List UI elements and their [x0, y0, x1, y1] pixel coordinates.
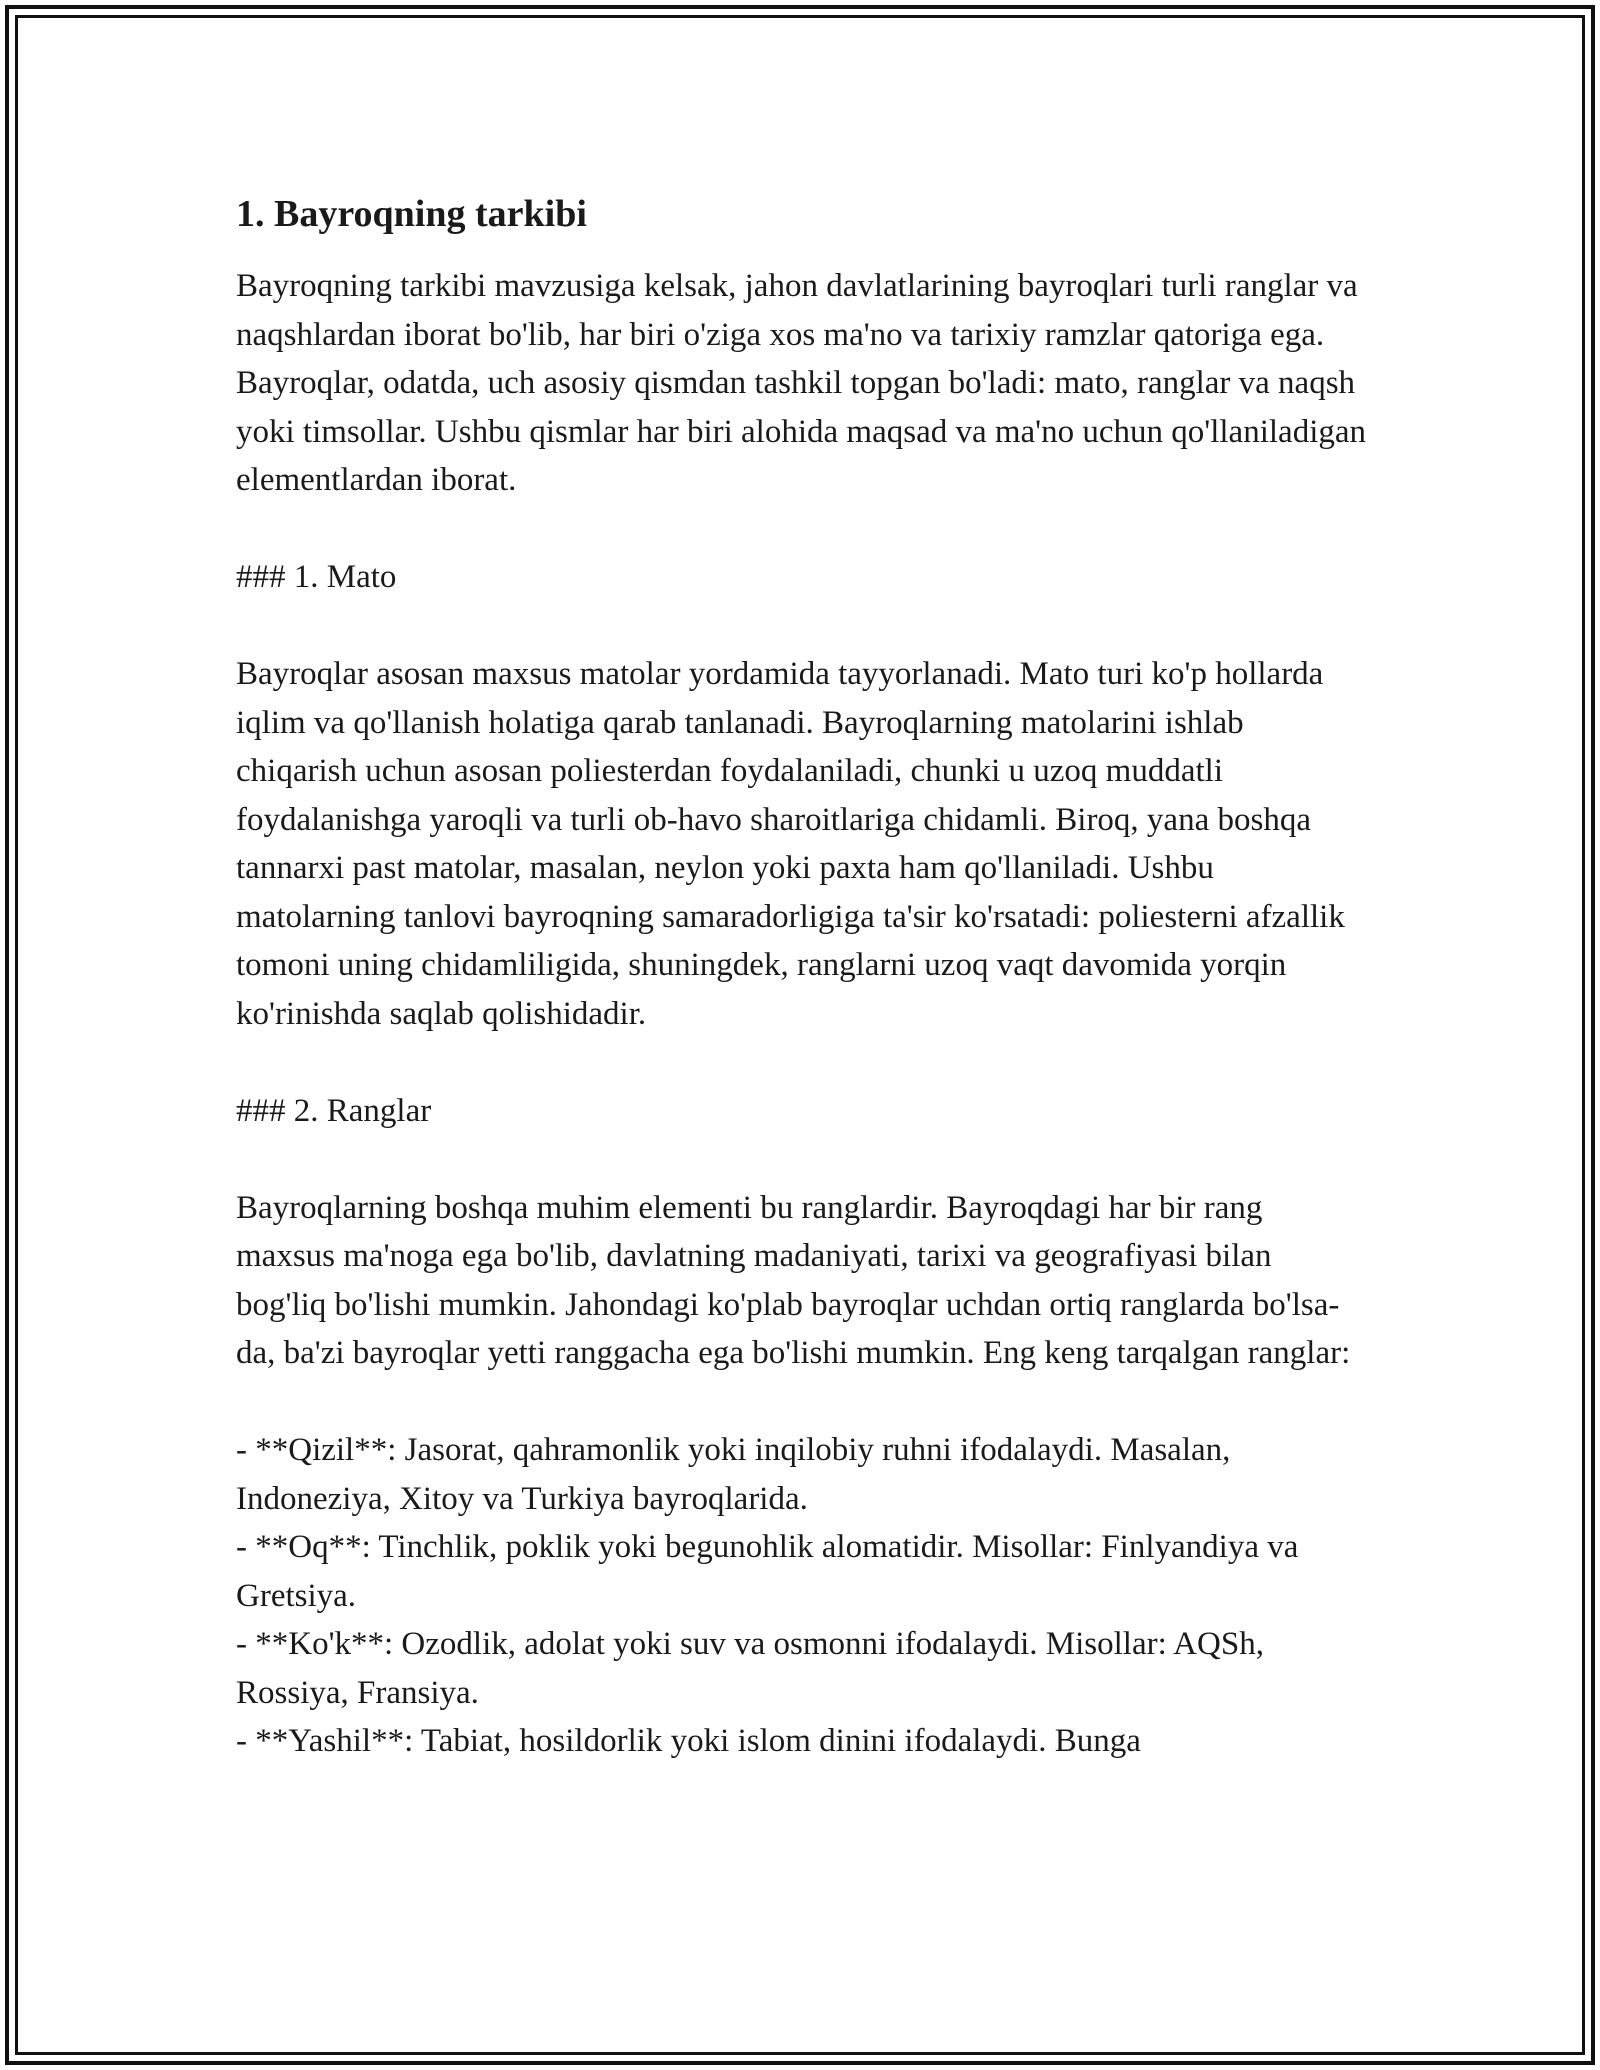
subsection-title-ranglar: ### 2. Ranglar — [236, 1092, 432, 1129]
list-item: - **Ko'k**: Ozodlik, adolat yoki suv va osmonni ifodalaydi. Misollar: AQSh, Rossiya, Fransiya. — [236, 1626, 1264, 1711]
section-heading: 1. Bayroqning tarkibi — [236, 193, 587, 235]
mato-paragraph: Bayroqlar asosan maxsus matolar yordamida tayyorlanadi. Mato turi ko'p hollarda iqlim va qo'llanish holatiga qarab tanlanadi. Bayroqlarning matolarini ishlab chiqarish uchun asosan poliesterdan foydalaniladi, chunki u uzoq muddatli foydalanishga yaroqli va turli ob-havo sharoitlariga chidamli. Biroq, yana boshqa tannarxi past matolar, masalan, neylon yoki paxta ham qo'llaniladi. Ushbu matolarning tanlovi bayroqning samaradorligiga ta'sir ko'rsatadi: poliesterni afzallik tomoni uning chidamliligida, shuningdek, ranglarni uzoq vaqt davomida yorqin ko'rinishda saqlab qolishidadir. — [236, 656, 1345, 1032]
list-item: - **Oq**: Tinchlik, poklik yoki begunohlik alomatidir. Misollar: Finlyandiya va Gretsiya. — [236, 1529, 1299, 1614]
list-item: - **Yashil**: Tabiat, hosildorlik yoki islom dinini ifodalaydi. Bunga — [236, 1723, 1141, 1759]
ranglar-paragraph: Bayroqlarning boshqa muhim elementi bu ranglardir. Bayroqdagi har bir rang maxsus ma'noga ega bo'lib, davlatning madaniyati, tarixi va geografiyasi bilan bog'liq bo'lishi mumkin. Jahondagi ko'plab bayroqlar uchdan ortiq ranglarda bo'lsa-da, ba'zi bayroqlar yetti ranggacha ega bo'lishi mumkin. Eng keng tarqalgan ranglar: — [236, 1189, 1351, 1371]
subsection-title-mato: ### 1. Mato — [236, 559, 397, 595]
list-item: - **Qizil**: Jasorat, qahramonlik yoki inqilobiy ruhni ifodalaydi. Masalan, Indoneziya, Xitoy va Turkiya bayroqlarida. — [236, 1432, 1231, 1517]
document-body — [236, 186, 1366, 1766]
intro-paragraph: Bayroqning tarkibi mavzusiga kelsak, jahon davlatlarining bayroqlari turli ranglar va naqshlardan iborat bo'lib, har biri o'ziga xos ma'no va tarixiy ramzlar qatoriga ega. Bayroqlar, odatda, uch asosiy qismdan tashkil topgan bo'ladi: mato, ranglar va naqsh yoki timsollar. Ushbu qismlar har biri alohida maqsad va ma'no uchun qo'llaniladigan elementlardan iborat. — [236, 268, 1367, 498]
color-list — [236, 1426, 1366, 1766]
